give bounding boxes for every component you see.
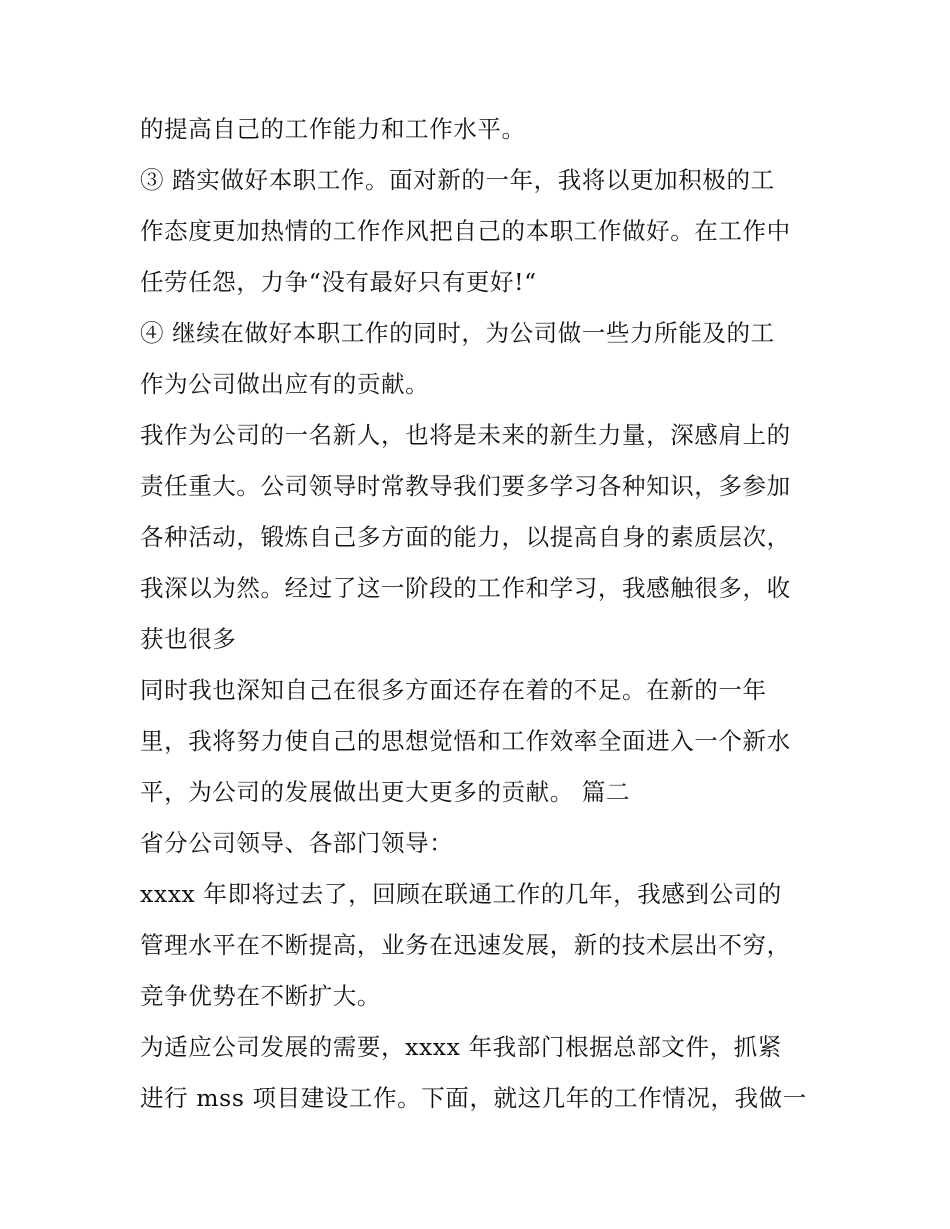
text-line: 我深以为然。经过了这一阶段的工作和学习，我感触很多，收 bbox=[140, 574, 791, 602]
text-line: ④ 继续在做好本职工作的同时，为公司做一些力所能及的工 bbox=[140, 319, 775, 347]
text-line: 各种活动，锻炼自己多方面的能力，以提高自身的素质层次， bbox=[140, 523, 791, 551]
text-line: 为适应公司发展的需要，xxxx 年我部门根据总部文件，抓紧 bbox=[140, 1033, 782, 1061]
text-line: ③ 踏实做好本职工作。面对新的一年，我将以更加积极的工 bbox=[140, 166, 775, 194]
text-line: 竞争优势在不断扩大。 bbox=[140, 982, 381, 1010]
text-line: 任劳任怨，力争“没有最好只有更好!“ bbox=[140, 268, 537, 296]
text-line: 省分公司领导、各部门领导： bbox=[140, 829, 454, 857]
text-line: 责任重大。公司领导时常教导我们要多学习各种知识，多参加 bbox=[140, 472, 791, 500]
text-line: 平，为公司的发展做出更大更多的贡献。 篇二 bbox=[140, 778, 631, 806]
text-line: 获也很多 bbox=[140, 625, 237, 653]
text-line: 里，我将努力使自己的思想觉悟和工作效率全面进入一个新水 bbox=[140, 727, 791, 755]
document-body bbox=[140, 104, 820, 1124]
text-line: 作态度更加热情的工作作风把自己的本职工作做好。在工作中 bbox=[140, 217, 791, 245]
text-line: xxxx 年即将过去了，回顾在联通工作的几年，我感到公司的 bbox=[140, 880, 782, 908]
text-line: 作为公司做出应有的贡献。 bbox=[140, 370, 430, 398]
text-line: 进行 mss 项目建设工作。下面，就这几年的工作情况，我做一 bbox=[140, 1084, 807, 1112]
text-line: 管理水平在不断提高，业务在迅速发展，新的技术层出不穷， bbox=[140, 931, 791, 959]
text-line: 我作为公司的一名新人，也将是未来的新生力量，深感肩上的 bbox=[140, 421, 791, 449]
text-line: 同时我也深知自己在很多方面还存在着的不足。在新的一年 bbox=[140, 676, 767, 704]
text-line: 的提高自己的工作能力和工作水平。 bbox=[140, 115, 526, 143]
